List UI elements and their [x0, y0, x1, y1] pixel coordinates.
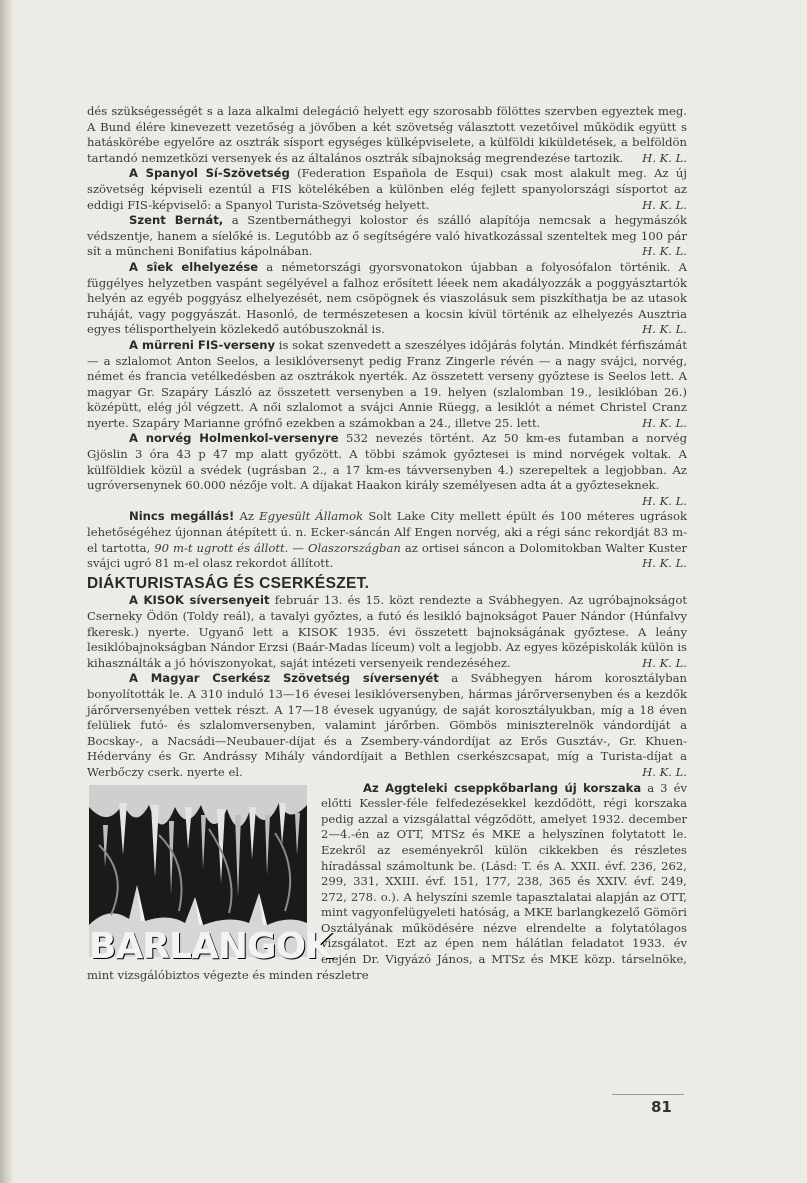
paragraph-text: a Szentbernáthegyi kolostor és szálló alapítója nemcsak a hegymászók védszentje, hanem a síelőké is. Legutóbb az ő segítségére való hivatkozással szenteltek meg 100 pár sít a müncheni Bonifatius kápolnában. [87, 213, 687, 259]
page-number: 81 [651, 1098, 672, 1116]
emphasis-text: Olaszországban [307, 540, 401, 555]
paragraph-lead: Nincs megállás! [129, 509, 235, 524]
figure-title: BARLANGOK [89, 925, 332, 967]
cave-illustration [89, 785, 332, 967]
paragraph-text: Solt Lake City mellett épült és 100 méteres ugrások lehetőségéhez újonnan átépített ú. n. Ecker-sáncán Alf Engen norvég, aki a régi sánc rekordját 83 m-el tartotta, [87, 509, 687, 555]
paragraph-szent-bernat [87, 213, 687, 260]
document-page [87, 104, 687, 983]
author-signature: H. K. L. [642, 655, 687, 670]
author-signature: H. K. L. [642, 764, 687, 779]
paragraph-text: Az [234, 509, 260, 524]
paragraph-lead: A Spanyol Sí-Szövetség [129, 166, 290, 181]
author-signature: H. K. L. [642, 197, 687, 212]
book-spine-shadow [0, 0, 14, 1183]
paragraph-text: 532 nevezés történt. Az 50 km-es futamban a norvég Gjöslin 3 óra 43 p 47 mp alatt győzött. A többi számok győztesei is mind norvégek voltak. A külföldiek közül a svédek (ugrásban 2., a 17 km-es távversenyben 4.) szerepeltek a legjobban. Az ugróversenynek 60.000 nézője volt. A díjakat Haakon király személyesen adta át a győzteseknek. [87, 431, 687, 493]
paragraph-lead: A KISOK síversenyeit [129, 593, 270, 608]
paragraph-text: a Svábhegyen három korosztályban bonyolították le. A 310 induló 13—16 évesei lesiklóversenyben, hármas járőrversenyben és a kezdők járőrversenyében vettek részt. A 17—18 évesek ugyanúgy, de saját korosztályukban, míg a 18 éven felüliek futó- és szlalomversenyben, valamint járőrben. Gömbös miniszterelnök vándordíját a Bocskay-, a Nacsádi—Neubauer-díjat és a Zsembery-vándordíjat az Erős Gusztáv-, Gr. Khuen-Hédervány és Gr. Andrássy Mihály vándordíjait a Bethlen cserkészcsapat, míg a Turista-díjat a Werbőczy cserk. nyerte el. [87, 671, 688, 779]
author-signature: H. K. L. [642, 493, 687, 508]
paragraph-lead: A mürreni FIS-verseny [129, 337, 276, 352]
paragraph-text: is sokat szenvedett a szeszélyes időjárás folytán. Mindkét férfiszámát — a szlalomot Anton Seelos, a lesiklóversenyt pedig Franz Zingerle révén — a nagy svájci, norvég, német és francia vetélkedésben az osztrákok nyerték. Az összetett verseny győztese is Seelos lett. A magyar Gr. Szapáry László az összetett versenyben a 19. helyen (szlalomban 19., lesiklóban 26.) középütt, elég jól végzett. A női szlalomot a svájci Annie Rüegg, a lesiklót a német Christel Cranz nyerte. Szapáry Marianne grófnő ezekben a számokban a 24., illetve 25. lett. [87, 337, 687, 430]
author-signature: H. K. L. [642, 415, 687, 430]
paragraph-siek [87, 260, 687, 338]
paragraph-text: (Federation Española de Esqui) csak most alakult meg. Az új szövetség képviseli ezentúl a FIS kötelékében a különben elég fejlett spanyolországi sísportot az eddigi FIS-képviselő: a Spanyol Turista-Szövetség helyett. [87, 166, 687, 212]
author-signature: H. K. L. [642, 244, 687, 259]
author-signature: H. K. L. [642, 556, 687, 571]
paragraph-text: dés szükségességét s a laza alkalmi delegáció helyett egy szorosabb fölöttes szervben egyeztek meg. A Bund élére kinevezett vezetőség a jövőben a két szövetség választott vezetőivel működik együtt s hatáskörébe egyelőre az osztrák sísport egységes külképviselete, a külföldi kiküldetések, a belföldön tartandó nemzetközi versenyek és az általános osztrák síbajnokság megrendezése tartozik. [87, 104, 687, 165]
paragraph-text: az ortisei sáncon a Dolomitokban Walter Kuster svájci ugró 81 m-el olasz rekordot állított. [87, 540, 687, 571]
paragraph-text: a németországi gyorsvonatokon újabban a folyosófalon történik. A függélyes helyzetben vaspánt segélyével a falhoz erősített léeek nem akadályozzák a poggyásztartók helyén az egyéb poggyász elhelyezését, nem csöpögnek és viaszolásuk sem piszkíthatja be az utasok ruháját, vagy poggyászát. Hasonló, de természetesen a kocsin kívül történik az elhelyezés Ausztria egyes télisporthelyein közlekedő autóbuszoknál is. [87, 259, 688, 337]
author-signature: H. K. L. [642, 322, 687, 337]
paragraph-bund [87, 104, 687, 166]
paragraph-lead: Szent Bernát, [129, 213, 224, 228]
paragraph-text: február 13. és 15. közt rendezte a Svábhegyen. Az ugróbajnokságot Cserneky Ödön (Toldy reál), a tavalyi győztes, a futó és lesikló bajnokságot Pauer Nándor (Húnfalvy fkeresk.) nyerte. Ugyanő lett a KISOK 1935. évi összetett bajnokságának győztese. A leány lesiklóbajnokságban Nándor Erzsi (Baár-Madas líceum) volt a legjobb. Az egyes középiskolák külön is kihasználták a jó hóviszonyokat, saját intézeti versenyeik rendezéséhez. [87, 593, 687, 670]
paragraph-spanyol [87, 166, 687, 213]
paragraph-lead: A norvég Holmenkol-versenyre [129, 431, 339, 446]
paragraph-lead: A sîek elhelyezése [129, 259, 259, 274]
paragraph-murren [87, 338, 687, 432]
author-signature: H. K. L. [642, 150, 687, 165]
paragraph-holmenkol [87, 431, 687, 508]
paragraph-lead: Az Aggteleki cseppkőbarlang új korszaka [363, 780, 642, 795]
emphasis-text: 90 m-t ugrott és állott. [154, 540, 289, 555]
paragraph-text: — [288, 540, 308, 555]
section-heading: DIÁKTURISTASÁG ÉS CSERKÉSZET. [87, 574, 370, 592]
emphasis-text: Egyesült Államok [259, 509, 364, 524]
paragraph-text: a 3 év előtti Kessler-féle felfedezésekkel kezdődött, régi korszaka pedig azzal a vizsgálattal végződött, amelyet 1932. december 2—4.-én az OTT, MTSz és MKE a helyszínen folytatott le. Ezekről az eseményekről külön cikkekben és részletes híradással számoltunk be. (Lásd: T. és A. XXII. évf. 236, 262, 299, 331, XXIII. évf. 151, 177, 238, 365 és XXIV. évf. 249, 272, 278. o.). A helyszíni szemle tapasztalatai alapján az OTT, mint vagyonfelügyeleti hatóság, a MKE barlangkezelő Gömöri Osztályának működésére nézve elrendelte a folytatólagos vizsgálatot. Ezt az épen nem hálátlan feladatot 1933. év elején Dr. Vigyázó János, a MTSz és MKE közp. társelnöke, mint vizsgálóbiztos végezte és minden részletre [87, 780, 687, 982]
page-number-rule [612, 1094, 684, 1095]
paragraph-nincs-megallas [87, 509, 687, 571]
paragraph-lead: A Magyar Cserkész Szövetség síversenyét [129, 671, 439, 686]
paragraph-kisok [87, 593, 687, 671]
paragraph-cserkesz [87, 671, 687, 780]
